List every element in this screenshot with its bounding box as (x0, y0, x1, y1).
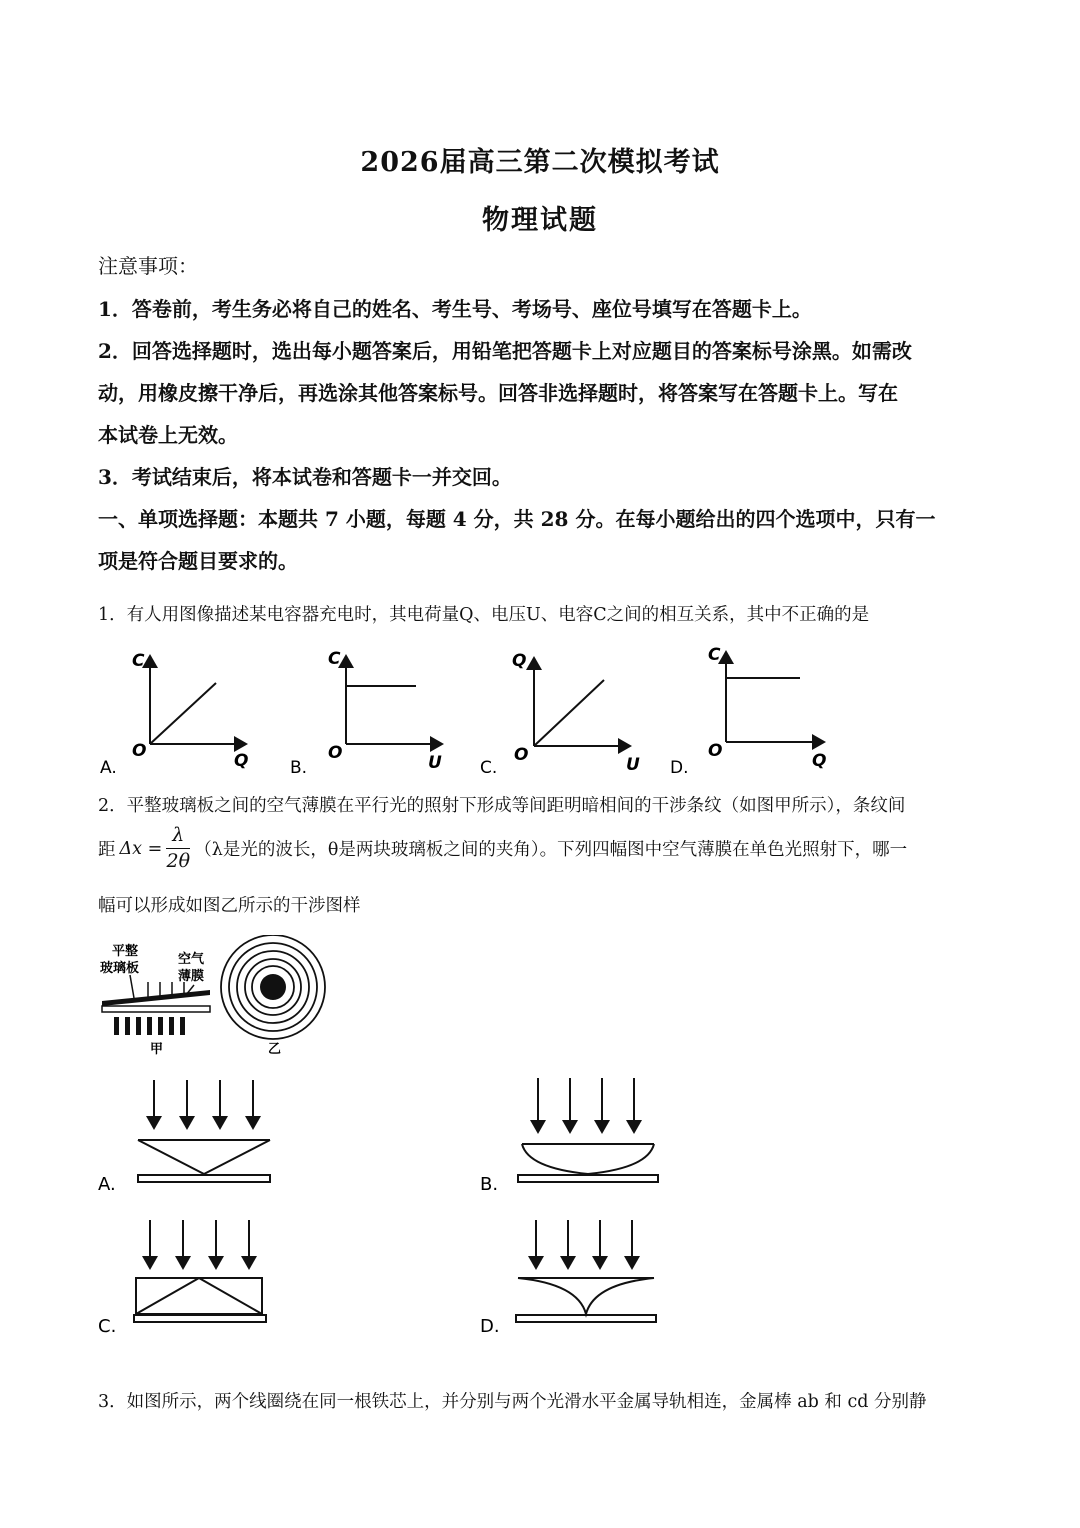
question-2-line2-suffix: （λ是光的波长，θ是两块玻璃板之间的夹角）。下列四幅图中空气薄膜在单色光照射下，哪一 (194, 840, 908, 860)
graph-c-y-label: Q (512, 651, 527, 671)
section1-line2: 项是符合题目要求的。 (98, 549, 298, 573)
option-b-label: B. (290, 758, 308, 778)
formula-lhs: Δx = (119, 838, 163, 859)
graph-a-x-label: Q (234, 751, 249, 771)
formula-fraction (166, 826, 190, 871)
label-glass-1: 平整 (112, 944, 139, 959)
graph-d-y-label: C (708, 645, 721, 665)
question-3-stem: 3．如图所示，两个线圈绕在同一根铁芯上，并分别与两个光滑水平金属导轨相连，金属棒 ab 和 cd 分别静 (98, 1392, 927, 1412)
question-2-line2-prefix: 距 (98, 840, 116, 860)
notes-item-2-line1: 2．回答选择题时，选出每小题答案后，用铅笔把答题卡上对应题目的答案标号涂黑。如需改 (98, 339, 912, 363)
graph-a-y-label: C (132, 651, 145, 671)
q2-option-c-label: C. (98, 1316, 117, 1337)
question-2-line1: 2．平整玻璃板之间的空气薄膜在平行光的照射下形成等间距明暗相间的干涉条纹（如图甲所示），条纹间 (98, 796, 906, 816)
exam-subject: 物理试题 (482, 205, 598, 236)
graph-d-origin: O (708, 741, 723, 761)
graph-c-origin: O (514, 745, 529, 765)
graph-d (670, 645, 826, 778)
q2-option-a-label: A. (98, 1174, 116, 1195)
notes-item-2-line3: 本试卷上无效。 (98, 423, 238, 447)
graph-b (290, 649, 442, 778)
notes-item-3: 3．考试结束后，将本试卷和答题卡一并交回。 (98, 465, 512, 489)
option-a-label: A. (100, 758, 117, 778)
question-2-line2 (98, 826, 907, 871)
section1-line1: 一、单项选择题：本题共 7 小题，每题 4 分，共 28 分。在每小题给出的四个选项中，只有一 (98, 507, 936, 531)
notes-item-2-line2: 动，用橡皮擦干净后，再选涂其他答案标号。回答非选择题时，将答案写在答题卡上。写在 (98, 381, 898, 405)
question-2-options-ab (98, 1072, 998, 1200)
graph-c (480, 651, 640, 778)
graph-b-origin: O (328, 743, 343, 763)
label-jia: 甲 (150, 1042, 164, 1057)
label-glass-2: 玻璃板 (100, 961, 140, 976)
graph-b-x-label: U (428, 753, 442, 773)
notes-heading: 注意事项： (98, 254, 198, 278)
question-1-graphs (96, 640, 996, 785)
exam-title: 2026届高三第二次模拟考试 (360, 147, 720, 178)
graph-d-x-label: Q (812, 751, 827, 771)
graph-a (100, 651, 248, 778)
option-d-label: D. (670, 758, 689, 778)
label-air-1: 空气 (178, 952, 205, 967)
option-c-diagram (134, 1220, 266, 1322)
label-yi: 乙 (268, 1042, 282, 1057)
formula-denominator: 2θ (166, 850, 191, 872)
q2-option-d-label: D. (480, 1316, 500, 1337)
graph-a-origin: O (132, 741, 147, 761)
notes-item-1: 1．答卷前，考生务必将自己的姓名、考生号、考场号、座位号填写在答题卡上。 (98, 297, 812, 321)
question-1-stem: 1．有人用图像描述某电容器充电时，其电荷量Q、电压U、电容C之间的相互关系，其中不正确的是 (98, 605, 870, 625)
option-d-diagram (516, 1220, 656, 1322)
option-b-diagram (518, 1078, 658, 1182)
question-2-options-cd (98, 1212, 998, 1340)
q2-option-b-label: B. (480, 1174, 499, 1195)
label-air-2: 薄膜 (178, 969, 205, 984)
option-c-label: C. (480, 758, 498, 778)
graph-b-y-label: C (328, 649, 341, 669)
graph-c-x-label: U (626, 755, 640, 775)
formula-numerator: λ (166, 826, 190, 849)
figure-jia-yi (98, 935, 338, 1060)
question-2-line3: 幅可以形成如图乙所示的干涉图样 (98, 896, 361, 916)
option-a-diagram (138, 1080, 270, 1182)
